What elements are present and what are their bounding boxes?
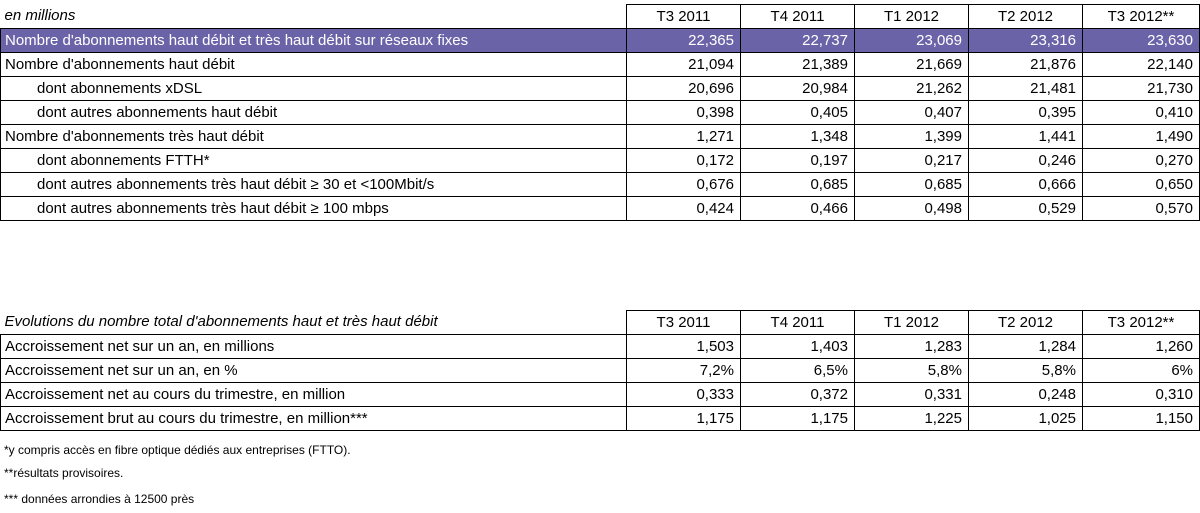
footnote-rounding: *** données arrondies à 12500 près [4, 492, 195, 506]
column-header: T2 2012 [969, 311, 1083, 335]
cell-value: 0,407 [855, 101, 969, 125]
cell-value: 1,225 [855, 407, 969, 431]
row-label: Nombre d'abonnements haut débit et très haut débit sur réseaux fixes [1, 29, 627, 53]
cell-value: 0,331 [855, 383, 969, 407]
table-corner-label: en millions [1, 5, 627, 29]
table-row [1, 125, 1200, 149]
table-row [1, 383, 1200, 407]
cell-value: 1,271 [627, 125, 741, 149]
cell-value: 0,410 [1083, 101, 1200, 125]
cell-value: 21,876 [969, 53, 1083, 77]
cell-value: 0,424 [627, 197, 741, 221]
cell-value: 0,270 [1083, 149, 1200, 173]
cell-value: 0,372 [741, 383, 855, 407]
row-label: Accroissement net sur un an, en % [1, 359, 627, 383]
cell-value: 1,348 [741, 125, 855, 149]
table-row [1, 173, 1200, 197]
table-header-row [1, 5, 1200, 29]
column-header: T3 2011 [627, 311, 741, 335]
cell-value: 0,197 [741, 149, 855, 173]
table-corner-label: Evolutions du nombre total d'abonnements haut et très haut débit [1, 311, 627, 335]
cell-value: 21,389 [741, 53, 855, 77]
table-row-total [1, 29, 1200, 53]
cell-value: 0,217 [855, 149, 969, 173]
cell-value: 20,984 [741, 77, 855, 101]
cell-value: 1,441 [969, 125, 1083, 149]
cell-value: 1,175 [627, 407, 741, 431]
cell-value: 6,5% [741, 359, 855, 383]
table-row [1, 359, 1200, 383]
cell-value: 5,8% [855, 359, 969, 383]
cell-value: 7,2% [627, 359, 741, 383]
cell-value: 5,8% [969, 359, 1083, 383]
cell-value: 21,481 [969, 77, 1083, 101]
cell-value: 0,248 [969, 383, 1083, 407]
cell-value: 1,260 [1083, 335, 1200, 359]
cell-value: 0,570 [1083, 197, 1200, 221]
cell-value: 23,316 [969, 29, 1083, 53]
cell-value: 0,246 [969, 149, 1083, 173]
cell-value: 1,503 [627, 335, 741, 359]
row-label: dont autres abonnements très haut débit ≥ 30 et <100Mbit/s [1, 173, 627, 197]
cell-value: 1,175 [741, 407, 855, 431]
cell-value: 21,669 [855, 53, 969, 77]
column-header: T2 2012 [969, 5, 1083, 29]
cell-value: 1,150 [1083, 407, 1200, 431]
cell-value: 1,403 [741, 335, 855, 359]
cell-value: 0,333 [627, 383, 741, 407]
cell-value: 0,466 [741, 197, 855, 221]
cell-value: 1,399 [855, 125, 969, 149]
column-header: T3 2012** [1083, 5, 1200, 29]
cell-value: 0,666 [969, 173, 1083, 197]
cell-value: 1,490 [1083, 125, 1200, 149]
cell-value: 0,398 [627, 101, 741, 125]
column-header: T3 2011 [627, 5, 741, 29]
table-row [1, 149, 1200, 173]
cell-value: 0,172 [627, 149, 741, 173]
table-row [1, 335, 1200, 359]
table-row [1, 53, 1200, 77]
cell-value: 1,284 [969, 335, 1083, 359]
table-header-row [1, 311, 1200, 335]
cell-value: 0,685 [855, 173, 969, 197]
table-row [1, 197, 1200, 221]
cell-value: 0,405 [741, 101, 855, 125]
table-row [1, 77, 1200, 101]
cell-value: 1,025 [969, 407, 1083, 431]
column-header: T1 2012 [855, 5, 969, 29]
growth-table [0, 310, 1200, 431]
broadband-subscriptions-table [0, 4, 1200, 221]
row-label: Accroissement net sur un an, en millions [1, 335, 627, 359]
row-label: dont abonnements xDSL [1, 77, 627, 101]
column-header: T4 2011 [741, 311, 855, 335]
cell-value: 20,696 [627, 77, 741, 101]
cell-value: 21,094 [627, 53, 741, 77]
cell-value: 0,529 [969, 197, 1083, 221]
cell-value: 6% [1083, 359, 1200, 383]
cell-value: 22,737 [741, 29, 855, 53]
cell-value: 23,630 [1083, 29, 1200, 53]
column-header: T3 2012** [1083, 311, 1200, 335]
cell-value: 0,676 [627, 173, 741, 197]
cell-value: 23,069 [855, 29, 969, 53]
cell-value: 0,685 [741, 173, 855, 197]
row-label: Nombre d'abonnements haut débit [1, 53, 627, 77]
cell-value: 22,365 [627, 29, 741, 53]
cell-value: 21,262 [855, 77, 969, 101]
table-row [1, 101, 1200, 125]
row-label: dont abonnements FTTH* [1, 149, 627, 173]
row-label: Accroissement brut au cours du trimestre, en million*** [1, 407, 627, 431]
cell-value: 21,730 [1083, 77, 1200, 101]
footnote-ftto: *y compris accès en fibre optique dédiés aux entreprises (FTTO). [4, 443, 351, 457]
table-row [1, 407, 1200, 431]
row-label: dont autres abonnements haut débit [1, 101, 627, 125]
column-header: T1 2012 [855, 311, 969, 335]
cell-value: 0,310 [1083, 383, 1200, 407]
cell-value: 0,498 [855, 197, 969, 221]
row-label: Nombre d'abonnements très haut débit [1, 125, 627, 149]
column-header: T4 2011 [741, 5, 855, 29]
cell-value: 1,283 [855, 335, 969, 359]
footnote-provisional: **résultats provisoires. [4, 466, 124, 480]
cell-value: 22,140 [1083, 53, 1200, 77]
row-label: dont autres abonnements très haut débit ≥ 100 mbps [1, 197, 627, 221]
row-label: Accroissement net au cours du trimestre, en million [1, 383, 627, 407]
cell-value: 0,395 [969, 101, 1083, 125]
cell-value: 0,650 [1083, 173, 1200, 197]
